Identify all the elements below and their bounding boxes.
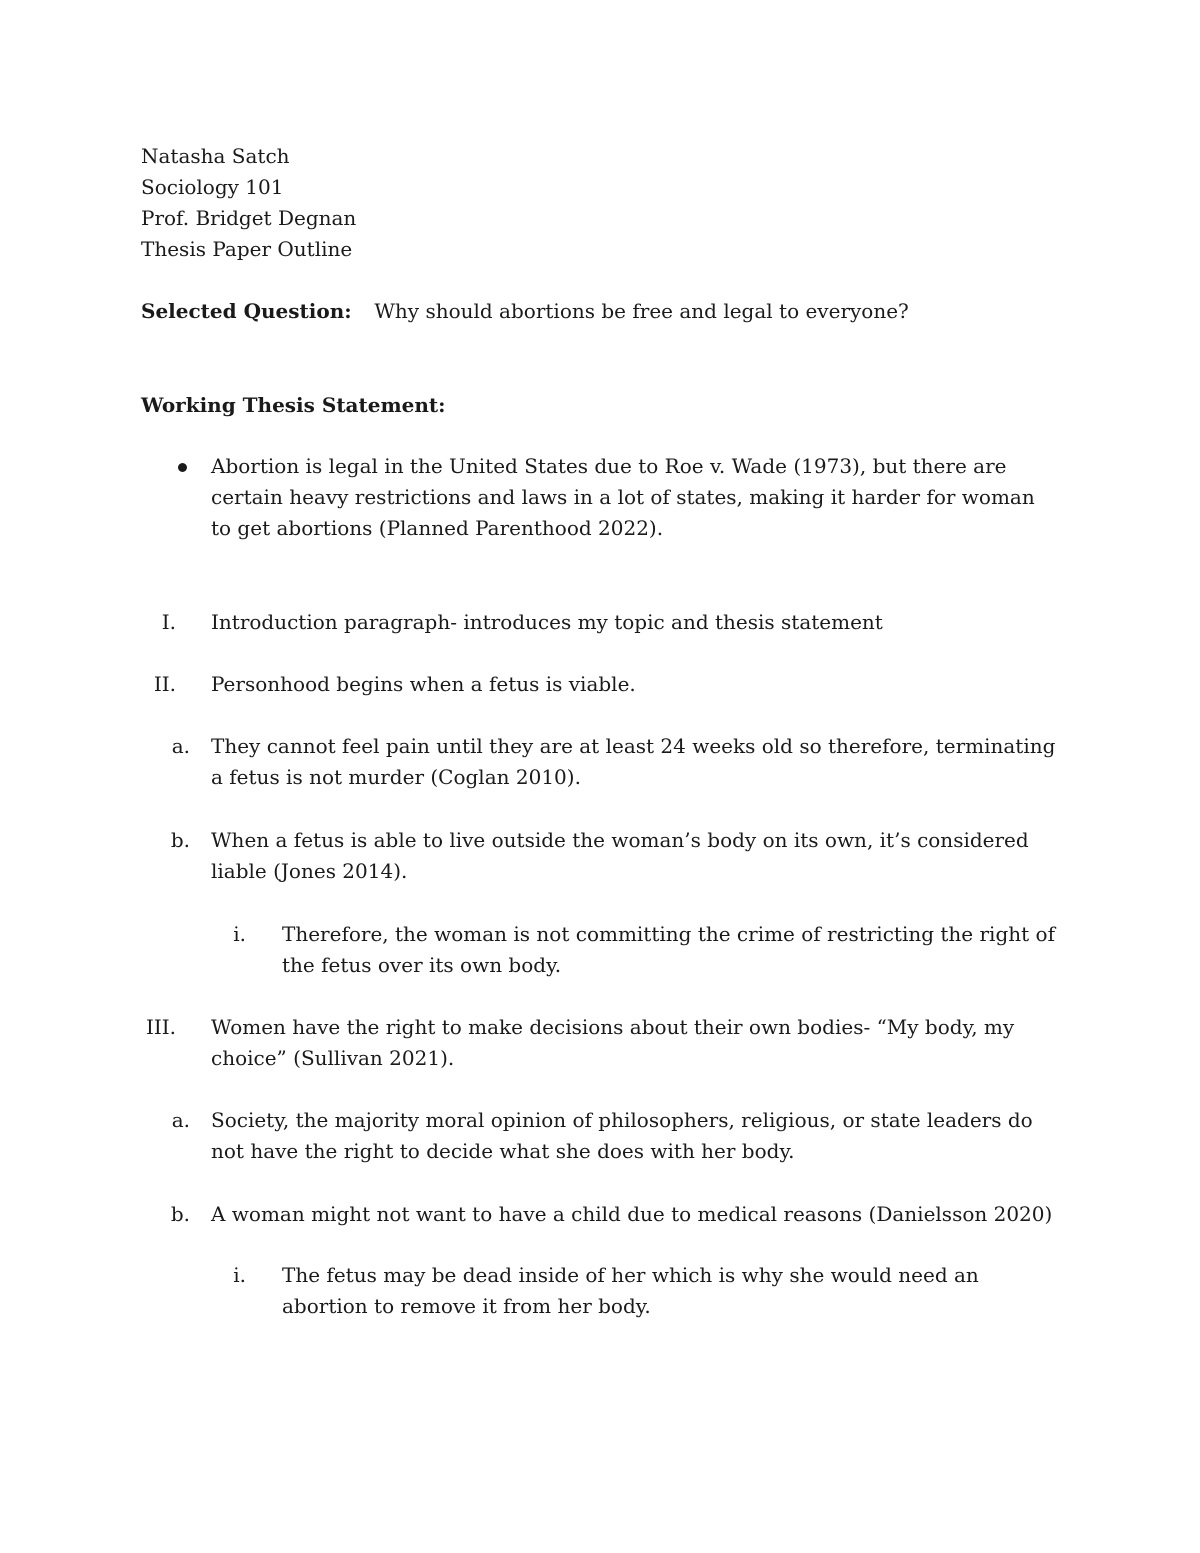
outline-marker-II-a: a.	[171, 734, 190, 758]
course-name: Sociology 101	[141, 175, 284, 199]
outline-text-III: Women have the right to make decisions about their own bodies- “My body, my choice” (Sullivan 2021).	[211, 1015, 1015, 1070]
outline-marker-I: I.	[161, 610, 176, 634]
outline-marker-II: II.	[153, 672, 176, 696]
outline-text-II: Personhood begins when a fetus is viable.	[211, 672, 636, 696]
selected-question-label: Selected Question:	[141, 299, 352, 323]
author-name: Natasha Satch	[141, 144, 290, 168]
thesis-bullet-text: Abortion is legal in the United States due to Roe v. Wade (1973), but there are certain heavy restrictions and laws in a lot of states, making it harder for woman to get abortions (Planned Parenthood 2022).	[211, 454, 1035, 540]
outline-marker-III-b-i: i.	[233, 1263, 246, 1287]
outline-marker-III-a: a.	[171, 1108, 190, 1132]
outline-text-I: Introduction paragraph- introduces my topic and thesis statement	[211, 610, 883, 634]
outline-marker-II-b: b.	[170, 828, 190, 852]
outline-text-III-a: Society, the majority moral opinion of philosophers, religious, or state leaders do not have the right to decide what she does with her body.	[211, 1108, 1033, 1163]
outline-marker-II-b-i: i.	[233, 922, 246, 946]
professor-name: Prof. Bridget Degnan	[141, 206, 357, 230]
outline-text-II-b-i: Therefore, the woman is not committing the crime of restricting the right of the fetus over its own body.	[282, 922, 1055, 977]
bullet-icon	[178, 463, 187, 472]
outline-text-II-a: They cannot feel pain until they are at least 24 weeks old so therefore, terminating a fetus is not murder (Coglan 2010).	[211, 734, 1056, 789]
working-thesis-label: Working Thesis Statement:	[141, 393, 446, 417]
outline-text-II-b: When a fetus is able to live outside the woman’s body on its own, it’s considered liable (Jones 2014).	[211, 828, 1029, 883]
outline-text-III-b-i: The fetus may be dead inside of her which is why she would need an abortion to remove it from her body.	[282, 1263, 979, 1318]
selected-question	[141, 296, 909, 327]
outline-text-III-b: A woman might not want to have a child due to medical reasons (Danielsson 2020)	[211, 1202, 1053, 1226]
document-header	[141, 141, 356, 265]
selected-question-text: Why should abortions be free and legal to everyone?	[374, 299, 909, 323]
outline-marker-III: III.	[145, 1015, 176, 1039]
outline-marker-III-b: b.	[170, 1202, 190, 1226]
working-thesis-heading	[141, 390, 446, 421]
document-title: Thesis Paper Outline	[141, 237, 353, 261]
